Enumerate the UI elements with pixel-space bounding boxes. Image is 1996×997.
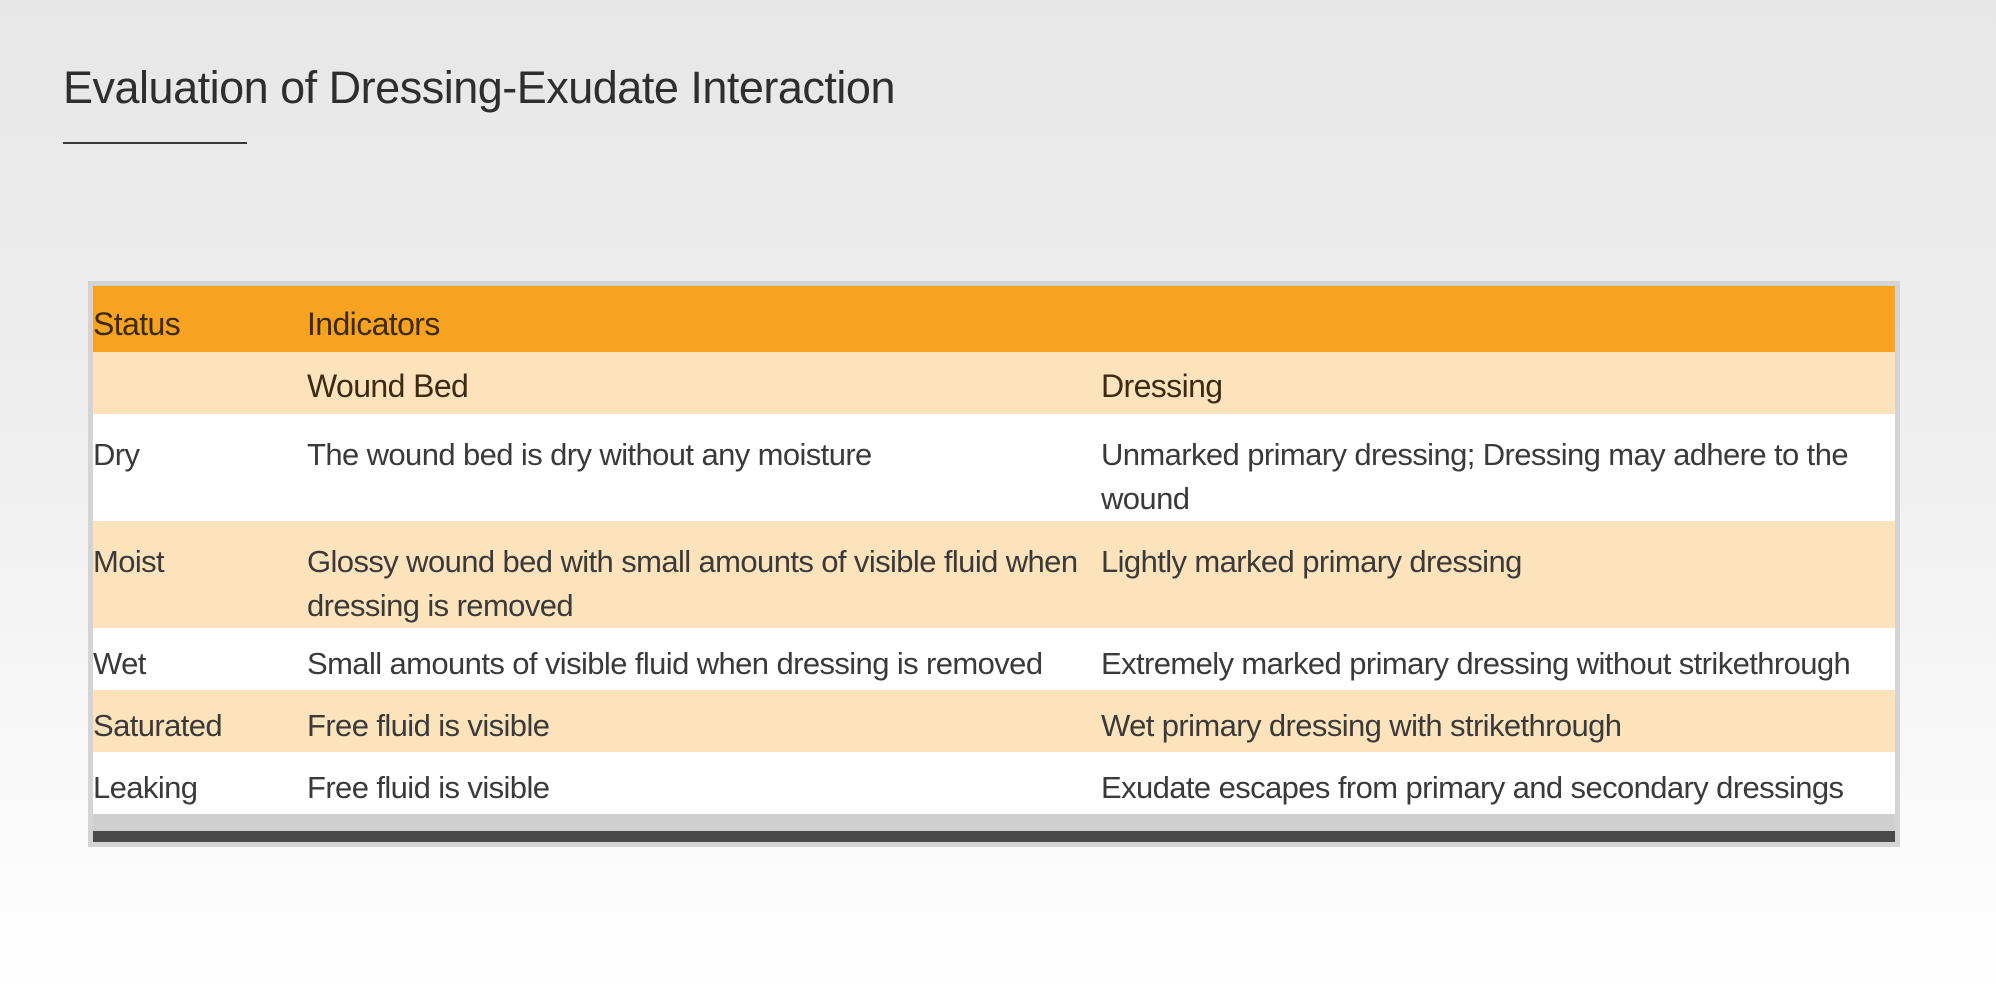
table-row [93,752,1895,814]
status-cell: Wet [93,628,307,690]
status-cell: Moist [93,521,307,628]
status-cell: Saturated [93,690,307,752]
subheader-dressing: Dressing [1101,352,1895,414]
subheader-empty [93,352,307,414]
table-row [93,521,1895,628]
dressing-cell: Unmarked primary dressing; Dressing may adhere to the wound [1101,414,1895,521]
evaluation-table [93,286,1895,814]
wound-bed-cell: The wound bed is dry without any moisture [307,414,1101,521]
wound-bed-cell: Glossy wound bed with small amounts of visible fluid when dressing is removed [307,521,1101,628]
status-cell: Dry [93,414,307,521]
table-row [93,628,1895,690]
header-indicators: Indicators [307,286,1895,352]
title-underline [63,142,247,144]
table-subheader-row [93,352,1895,414]
evaluation-table-frame [88,281,1900,847]
status-cell: Leaking [93,752,307,814]
dressing-cell: Extremely marked primary dressing without strikethrough [1101,628,1895,690]
subheader-wound-bed: Wound Bed [307,352,1101,414]
table-row [93,690,1895,752]
table-bottom-bar [93,831,1895,842]
dressing-cell: Exudate escapes from primary and secondary dressings [1101,752,1895,814]
table-row [93,414,1895,521]
wound-bed-cell: Free fluid is visible [307,752,1101,814]
table-header-row [93,286,1895,352]
evaluation-table-container [93,286,1895,842]
dressing-cell: Lightly marked primary dressing [1101,521,1895,628]
wound-bed-cell: Small amounts of visible fluid when dressing is removed [307,628,1101,690]
dressing-cell: Wet primary dressing with strikethrough [1101,690,1895,752]
wound-bed-cell: Free fluid is visible [307,690,1101,752]
header-status: Status [93,286,307,352]
slide-title: Evaluation of Dressing-Exudate Interaction [63,62,895,113]
